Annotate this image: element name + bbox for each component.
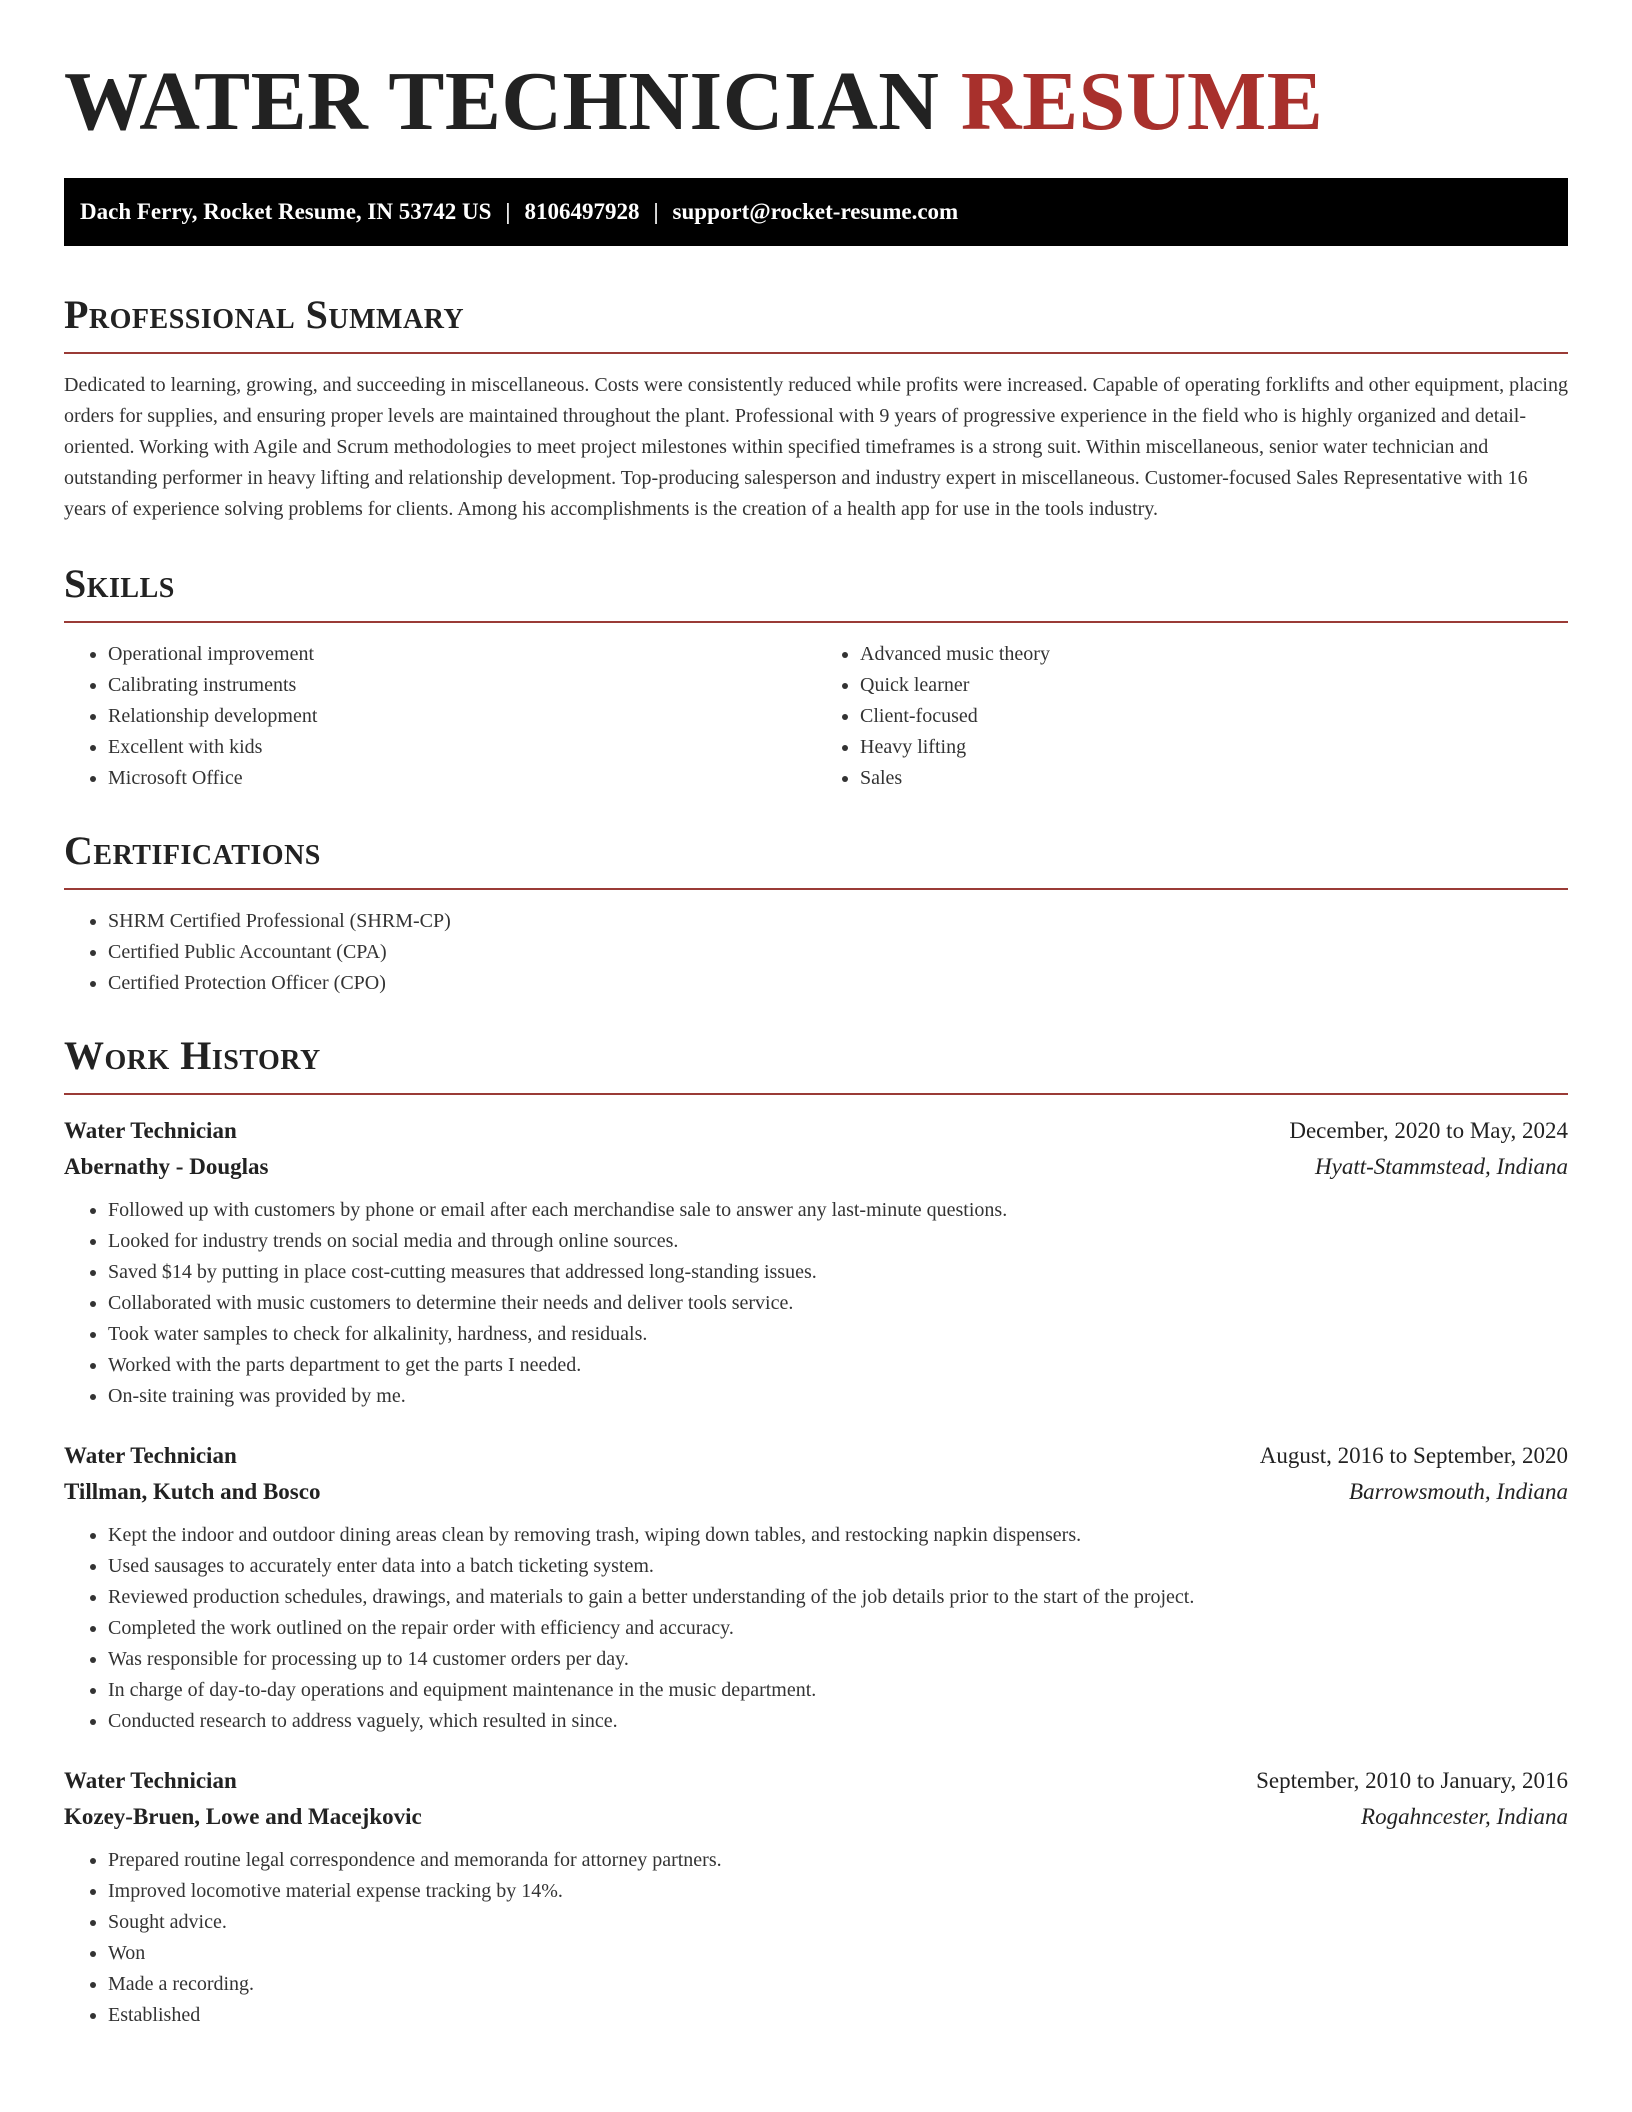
skill-item: • Excellent with kids (108, 732, 816, 763)
job-duty: • Reviewed production schedules, drawings, and materials to gain a better understanding of the job details prior to the start of the project. (108, 1582, 1568, 1613)
contact-phone: 8106497928 (524, 199, 640, 224)
job-duty: • Saved $14 by putting in place cost-cutting measures that addressed long-standing issues. (108, 1257, 1568, 1288)
job-title: Water Technician (64, 1768, 237, 1793)
job-dates: December, 2020 to May, 2024 (1289, 1118, 1568, 1143)
job-entry (64, 1438, 1568, 1737)
section-divider (64, 352, 1568, 354)
job-duty: • Collaborated with music customers to determine their needs and deliver tools service. (108, 1288, 1568, 1319)
job-company: Tillman, Kutch and Bosco (64, 1479, 321, 1504)
contact-bar (64, 178, 1568, 246)
job-company-row (64, 1799, 1568, 1835)
job-dates: August, 2016 to September, 2020 (1259, 1443, 1568, 1468)
skills-heading: Skills (64, 561, 175, 606)
job-duty: • Worked with the parts department to get the parts I needed. (108, 1350, 1568, 1381)
section-divider (64, 1093, 1568, 1095)
job-title: Water Technician (64, 1443, 237, 1468)
skill-item: • Microsoft Office (108, 763, 816, 794)
job-duty: • Used sausages to accurately enter data into a batch ticketing system. (108, 1551, 1568, 1582)
job-duty: • Looked for industry trends on social media and through online sources. (108, 1226, 1568, 1257)
job-duty: • Prepared routine legal correspondence and memoranda for attorney partners. (108, 1845, 1568, 1876)
summary-text: Dedicated to learning, growing, and succeeding in miscellaneous. Costs were consistently reduced while profits were increased. Capable of operating forklifts and other equipment, placing orders for supplies, and ensuring proper levels are maintained throughout the plant. Professional with 9 years of progressive experience in the field who is highly organized and detail-oriented. Working with Agile and Scrum methodologies to meet project milestones within specified timeframes is a strong suit. Within miscellaneous, senior water technician and outstanding performer in heavy lifting and relationship development. Top-producing salesperson and industry expert in miscellaneous. Customer-focused Sales Representative with 16 years of experience solving problems for clients. Among his accomplishments is the creation of a health app for use in the tools industry. (64, 374, 1568, 520)
certifications-list (64, 906, 1568, 999)
skills-grid (64, 639, 1568, 794)
job-duty: • Conducted research to address vaguely, which resulted in since. (108, 1706, 1568, 1737)
summary-section (64, 288, 1568, 525)
job-duty: • Won (108, 1938, 1568, 1969)
job-location: Rogahncester, Indiana (1361, 1804, 1568, 1829)
work-history-section (64, 1029, 1568, 2031)
job-title: Water Technician (64, 1118, 237, 1143)
contact-address: Dach Ferry, Rocket Resume, IN 53742 US (80, 199, 492, 224)
skills-section (64, 557, 1568, 794)
title-main: WATER TECHNICIAN (64, 55, 940, 148)
job-duty: • Improved locomotive material expense tracking by 14%. (108, 1876, 1568, 1907)
work-history-heading: Work History (64, 1033, 321, 1078)
certification-item: • Certified Protection Officer (CPO) (108, 968, 1568, 999)
job-duty: • Completed the work outlined on the repair order with efficiency and accuracy. (108, 1613, 1568, 1644)
certifications-section (64, 824, 1568, 999)
certification-item: • Certified Public Accountant (CPA) (108, 937, 1568, 968)
job-header-row (64, 1438, 1568, 1474)
job-duty: • Kept the indoor and outdoor dining areas clean by removing trash, wiping down tables, and restocking napkin dispensers. (108, 1520, 1568, 1551)
job-company: Abernathy - Douglas (64, 1154, 269, 1179)
skill-item: • Calibrating instruments (108, 670, 816, 701)
job-duty: • Established (108, 2000, 1568, 2031)
job-location: Hyatt-Stammstead, Indiana (1315, 1154, 1568, 1179)
job-duty: • Followed up with customers by phone or email after each merchandise sale to answer any last-minute questions. (108, 1195, 1568, 1226)
contact-separator: | (505, 199, 511, 224)
skill-item: • Client-focused (860, 701, 1568, 732)
job-duty: • In charge of day-to-day operations and equipment maintenance in the music department. (108, 1675, 1568, 1706)
job-duty: • Sought advice. (108, 1907, 1568, 1938)
summary-heading: Professional Summary (64, 292, 465, 337)
skill-item: • Operational improvement (108, 639, 816, 670)
job-location: Barrowsmouth, Indiana (1349, 1479, 1568, 1504)
contact-email: support@rocket-resume.com (672, 199, 959, 224)
job-company-row (64, 1149, 1568, 1185)
skill-item: • Relationship development (108, 701, 816, 732)
title-accent: RESUME (960, 55, 1324, 148)
skill-item: • Heavy lifting (860, 732, 1568, 763)
job-header-row (64, 1113, 1568, 1149)
job-entry (64, 1113, 1568, 1412)
contact-separator: | (653, 199, 659, 224)
certification-item: • SHRM Certified Professional (SHRM-CP) (108, 906, 1568, 937)
job-duty: • Made a recording. (108, 1969, 1568, 2000)
skill-item: • Sales (860, 763, 1568, 794)
job-company-row (64, 1474, 1568, 1510)
skills-list-right (816, 639, 1568, 794)
job-duties-list (64, 1845, 1568, 2031)
resume-title (64, 0, 1568, 152)
skill-item: • Advanced music theory (860, 639, 1568, 670)
job-company: Kozey-Bruen, Lowe and Macejkovic (64, 1804, 422, 1829)
job-duty: • On-site training was provided by me. (108, 1381, 1568, 1412)
job-duties-list (64, 1520, 1568, 1737)
job-entry (64, 1763, 1568, 2031)
skill-item: • Quick learner (860, 670, 1568, 701)
job-header-row (64, 1763, 1568, 1799)
job-dates: September, 2010 to January, 2016 (1256, 1768, 1568, 1793)
job-duties-list (64, 1195, 1568, 1412)
section-divider (64, 621, 1568, 623)
certifications-heading: Certifications (64, 828, 321, 873)
job-duty: • Took water samples to check for alkalinity, hardness, and residuals. (108, 1319, 1568, 1350)
skills-list-left (64, 639, 816, 794)
job-duty: • Was responsible for processing up to 14 customer orders per day. (108, 1644, 1568, 1675)
section-divider (64, 888, 1568, 890)
